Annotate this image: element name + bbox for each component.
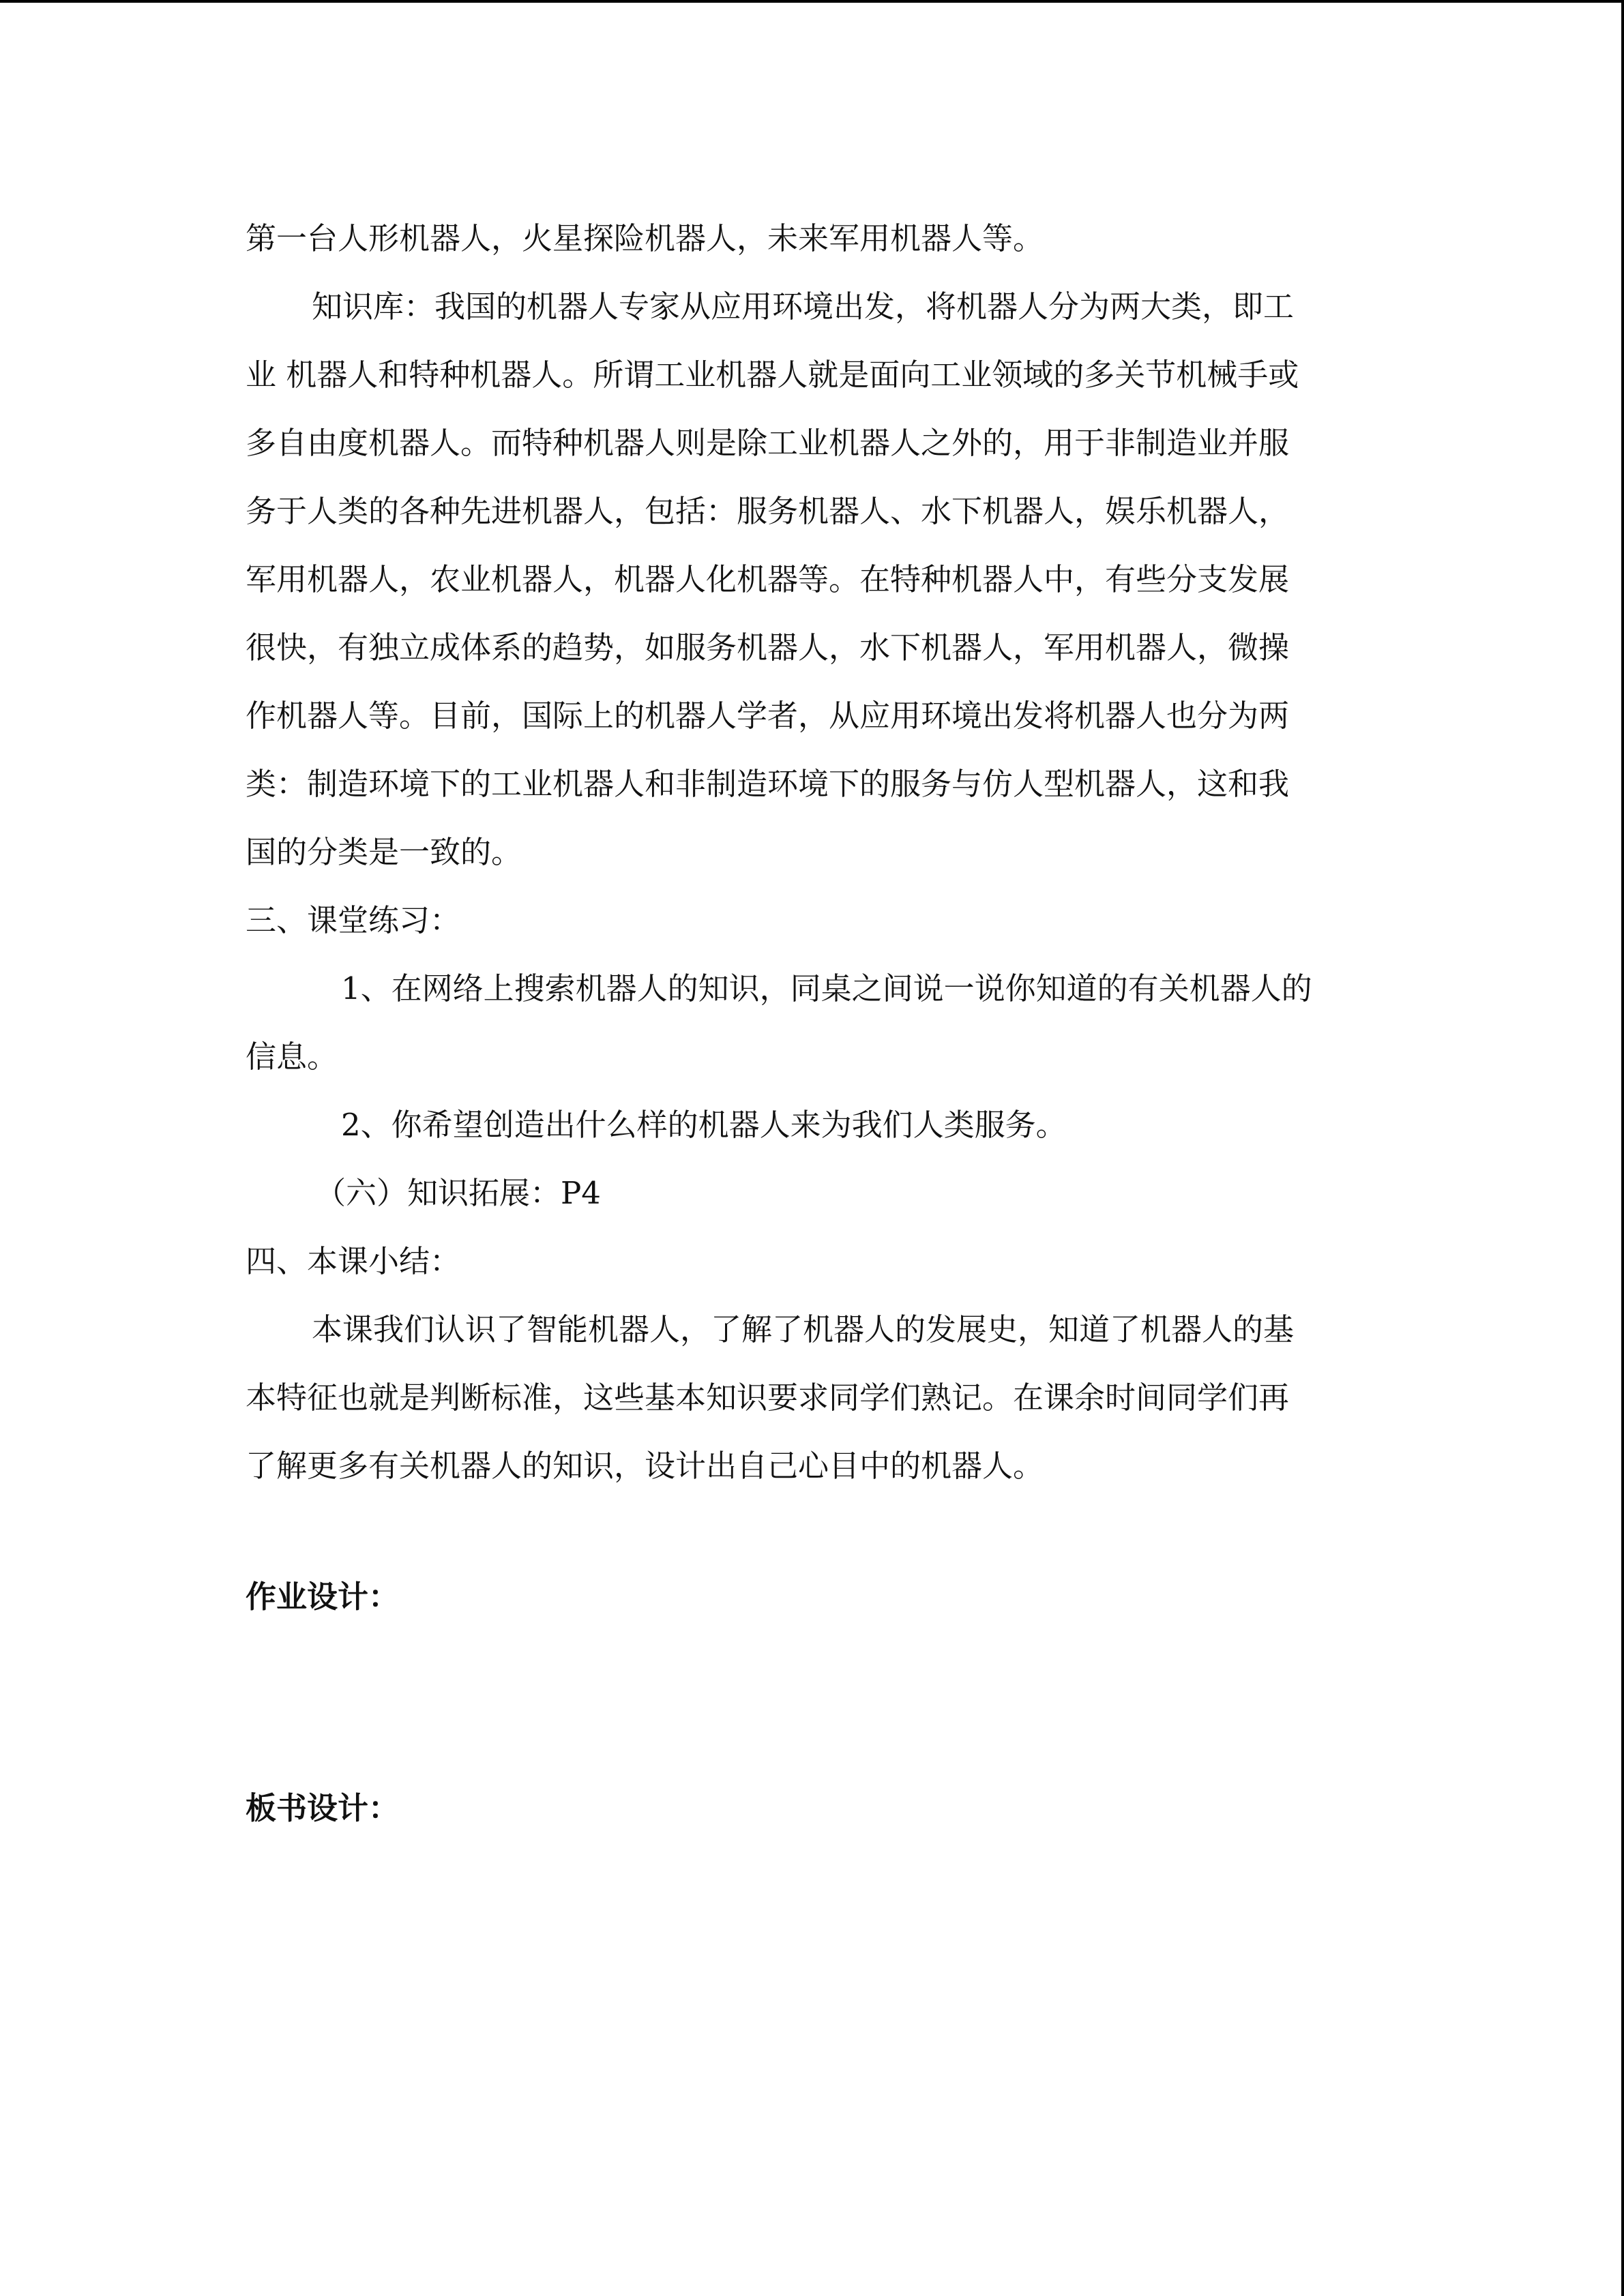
right-border-rule <box>1621 0 1624 2296</box>
text-line: 类：制造环境下的工业机器人和非制造环境下的服务与仿人型机器人，这和我 <box>246 766 1290 802</box>
section-title-summary: 四、本课小结： <box>246 1243 461 1279</box>
text-line: 了解更多有关机器人的知识，设计出自己心目中的机器人。 <box>246 1448 1044 1484</box>
text-line: 知识库：我国的机器人专家从应用环境出发，将机器人分为两大类，即工 <box>312 288 1295 325</box>
homework-design-heading: 作业设计： <box>246 1579 400 1615</box>
text-line: 多自由度机器人。而特种机器人则是除工业机器人之外的，用于非制造业并服 <box>246 425 1290 461</box>
document-body <box>246 205 1378 1500</box>
text-line: 信息。 <box>246 1039 338 1075</box>
text-line: 国的分类是一致的。 <box>246 834 522 870</box>
text-line: 本特征也就是判断标准，这些基本知识要求同学们熟记。在课余时间同学们再 <box>246 1380 1290 1416</box>
text-line: 业 机器人和特种机器人。所谓工业机器人就是面向工业领域的多关节机械手或 <box>246 357 1299 393</box>
text-line: 作机器人等。目前，国际上的机器人学者，从应用环境出发将机器人也分为两 <box>246 698 1290 734</box>
text-line: 本课我们认识了智能机器人，了解了机器人的发展史，知道了机器人的基 <box>312 1311 1295 1347</box>
text-line: 务于人类的各种先进机器人，包括：服务机器人、水下机器人，娱乐机器人， <box>246 493 1290 529</box>
text-line: 第一台人形机器人，火星探险机器人，未来军用机器人等。 <box>246 220 1044 256</box>
section-title-classroom-practice: 三、课堂练习： <box>246 902 461 938</box>
text-line: 2、你希望创造出什么样的机器人来为我们人类服务。 <box>341 1107 1067 1143</box>
top-border-rule <box>0 0 1624 3</box>
text-line: 很快，有独立成体系的趋势，如服务机器人，水下机器人，军用机器人，微操 <box>246 629 1290 666</box>
text-line: 军用机器人，农业机器人，机器人化机器等。在特种机器人中，有些分支发展 <box>246 561 1290 597</box>
board-design-heading: 板书设计： <box>246 1790 400 1826</box>
text-line: （六）知识拓展：P4 <box>315 1175 601 1211</box>
text-line: 1、在网络上搜索机器人的知识，同桌之间说一说你知道的有关机器人的 <box>341 970 1312 1007</box>
